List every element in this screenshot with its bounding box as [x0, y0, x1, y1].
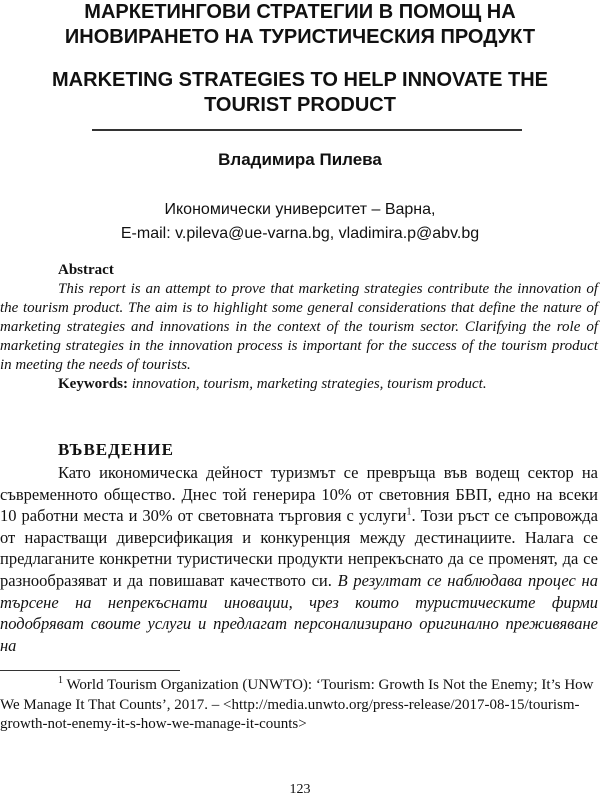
title-bg-line-1: МАРКЕТИНГОВИ СТРАТЕГИИ В ПОМОЩ НА	[84, 1, 516, 23]
footnote-number: 1	[58, 675, 63, 686]
keywords-label: Keywords:	[58, 376, 128, 392]
section-heading-introduction: ВЪВЕДЕНИЕ	[58, 440, 174, 459]
keywords-list: innovation, tourism, marketing strategies, tourism product.	[131, 376, 487, 392]
title-en-line-2: TOURIST PRODUCT	[204, 94, 396, 116]
page-number: 123	[289, 782, 311, 797]
email-line: E-mail: v.pileva@ue-varna.bg, vladimira.p@abv.bg	[120, 225, 480, 242]
author-name: Владимира Пилева	[218, 150, 382, 169]
footnote-divider	[0, 670, 180, 671]
keywords-line	[0, 375, 598, 394]
abstract-section	[0, 261, 598, 394]
title-english	[0, 68, 600, 118]
intro-text-italic: В резултат се наблюдава процес на търсене на непрекъснати иновации, чрез които туристическите фирми подобряват своите услуги и предлагат персонализирано оригинално преживяване на	[0, 570, 598, 655]
abstract-text: This report is an attempt to prove that marketing strategies contribute the innovation of the tourism product. The aim is to highlight some general considerations that define the nature of marketing strategies and innovations in the context of the tourism sector. Clarifying the role of marketing strategies in the innovation process is important for the success of the tourism product in meeting the needs of tourists.	[0, 281, 598, 373]
title-divider	[92, 129, 522, 131]
title-en-line-1: MARKETING STRATEGIES TO HELP INNOVATE THE	[52, 69, 548, 91]
title-bg-line-2: ИНОВИРАНЕТО НА ТУРИСТИЧЕСКИЯ ПРОДУКТ	[64, 26, 536, 48]
introduction-paragraph	[0, 462, 598, 656]
title-bulgarian	[0, 0, 600, 50]
abstract-heading: Abstract	[58, 262, 114, 278]
footnote-reference: 1	[406, 506, 412, 518]
author-affiliation-block	[0, 198, 600, 246]
footnote-body	[0, 676, 598, 735]
affiliation: Икономически университет – Варна,	[164, 201, 436, 218]
intro-text-part-1: Като икономическа дейност туризмът се превръща във водещ сектор на съвременното общество. Днес той генерира 10% от световния БВП, едно на всеки 10 работни места и 30% от световната търговия с услуги	[0, 463, 598, 526]
footnote	[0, 676, 598, 735]
footnote-text: World Tourism Organization (UNWTO): ‘Tourism: Growth Is Not the Enemy; It’s How We Manage It That Counts’, 2017. – <http://media.unwto.org/press-release/2017-08-15/tourism-growth-not-enemy-it-s-how-we-manage-it-counts>	[0, 677, 594, 732]
intro-text-part-2: . Този ръст се съпровожда от нарастващи диверсификация и конкуренция между дестинациите. Налага се предлаганите конкретни туристически продукти непрекъснато да се променят, да се разнообразяват и да повишават качеството си.	[0, 506, 598, 590]
